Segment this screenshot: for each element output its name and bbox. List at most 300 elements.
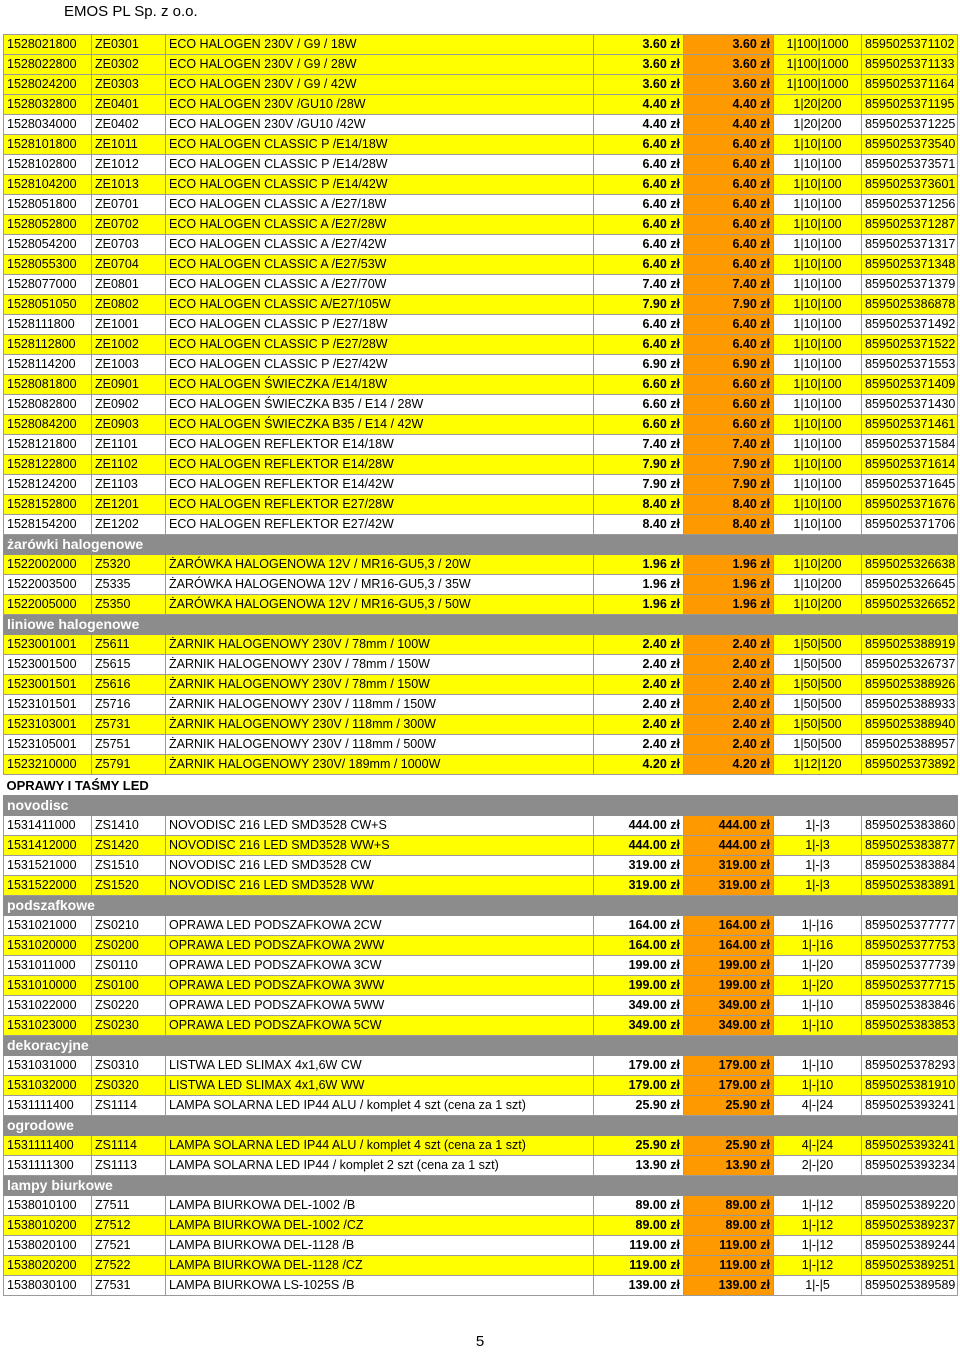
- price-gross: 89.00 zł: [684, 1196, 774, 1216]
- catalog-number: ZE0901: [92, 375, 166, 395]
- packaging-units: 1|-|12: [774, 1236, 862, 1256]
- product-code: 1522002000: [4, 555, 92, 575]
- ean-code: 8595025326652: [862, 595, 958, 615]
- table-row: [4, 235, 958, 255]
- price-gross: 6.40 zł: [684, 155, 774, 175]
- product-code: 1531412000: [4, 836, 92, 856]
- price-gross: 6.40 zł: [684, 255, 774, 275]
- packaging-units: 1|10|100: [774, 295, 862, 315]
- price-net: 6.90 zł: [594, 355, 684, 375]
- product-code: 1538030100: [4, 1276, 92, 1296]
- product-name: ECO HALOGEN 230V / G9 / 42W: [166, 75, 594, 95]
- product-name: LISTWA LED SLIMAX 4x1,6W CW: [166, 1056, 594, 1076]
- table-row: [4, 575, 958, 595]
- price-gross: 1.96 zł: [684, 575, 774, 595]
- price-net: 3.60 zł: [594, 75, 684, 95]
- price-net: 2.40 zł: [594, 635, 684, 655]
- price-net: 199.00 zł: [594, 976, 684, 996]
- product-code: 1523105001: [4, 735, 92, 755]
- price-net: 6.60 zł: [594, 415, 684, 435]
- ean-code: 8595025371102: [862, 35, 958, 55]
- packaging-units: 1|10|200: [774, 595, 862, 615]
- catalog-number: ZE0302: [92, 55, 166, 75]
- ean-code: 8595025388926: [862, 675, 958, 695]
- packaging-units: 1|10|100: [774, 335, 862, 355]
- ean-code: 8595025393241: [862, 1096, 958, 1116]
- table-row: [4, 75, 958, 95]
- product-code: 1528021800: [4, 35, 92, 55]
- table-row: [4, 55, 958, 75]
- ean-code: 8595025389244: [862, 1236, 958, 1256]
- packaging-units: 1|10|100: [774, 215, 862, 235]
- section-header: [4, 1116, 958, 1136]
- price-gross: 7.40 zł: [684, 275, 774, 295]
- packaging-units: 1|100|1000: [774, 75, 862, 95]
- product-code: 1523001501: [4, 675, 92, 695]
- price-net: 8.40 zł: [594, 515, 684, 535]
- product-name: ECO HALOGEN REFLEKTOR E27/42W: [166, 515, 594, 535]
- product-code: 1528034000: [4, 115, 92, 135]
- product-code: 1523210000: [4, 755, 92, 775]
- price-net: 444.00 zł: [594, 836, 684, 856]
- product-code: 1528032800: [4, 95, 92, 115]
- table-row: [4, 635, 958, 655]
- price-net: 4.20 zł: [594, 755, 684, 775]
- product-code: 1528121800: [4, 435, 92, 455]
- catalog-number: ZE1102: [92, 455, 166, 475]
- product-name: ECO HALOGEN REFLEKTOR E14/18W: [166, 435, 594, 455]
- product-code: 1528152800: [4, 495, 92, 515]
- product-code: 1528101800: [4, 135, 92, 155]
- packaging-units: 1|-|10: [774, 1016, 862, 1036]
- product-name: ECO HALOGEN CLASSIC A/E27/105W: [166, 295, 594, 315]
- table-row: [4, 135, 958, 155]
- price-net: 3.60 zł: [594, 55, 684, 75]
- ean-code: 8595025373601: [862, 175, 958, 195]
- ean-code: 8595025378293: [862, 1056, 958, 1076]
- packaging-units: 1|12|120: [774, 755, 862, 775]
- price-gross: 6.40 zł: [684, 335, 774, 355]
- catalog-number: ZE0801: [92, 275, 166, 295]
- price-gross: 179.00 zł: [684, 1056, 774, 1076]
- catalog-number: ZS1114: [92, 1096, 166, 1116]
- packaging-units: 1|-|3: [774, 856, 862, 876]
- price-net: 2.40 zł: [594, 735, 684, 755]
- catalog-number: ZE0701: [92, 195, 166, 215]
- product-code: 1538020200: [4, 1256, 92, 1276]
- price-gross: 6.40 zł: [684, 175, 774, 195]
- packaging-units: 1|-|20: [774, 976, 862, 996]
- table-row: [4, 335, 958, 355]
- table-row: [4, 375, 958, 395]
- price-gross: 444.00 zł: [684, 836, 774, 856]
- packaging-units: 1|10|100: [774, 495, 862, 515]
- price-gross: 3.60 zł: [684, 75, 774, 95]
- ean-code: 8595025373540: [862, 135, 958, 155]
- price-gross: 7.40 zł: [684, 435, 774, 455]
- catalog-number: ZE0402: [92, 115, 166, 135]
- product-name: OPRAWA LED PODSZAFKOWA 5WW: [166, 996, 594, 1016]
- product-code: 1528124200: [4, 475, 92, 495]
- packaging-units: 1|10|100: [774, 395, 862, 415]
- price-net: 119.00 zł: [594, 1236, 684, 1256]
- packaging-units: 1|-|12: [774, 1256, 862, 1276]
- ean-code: 8595025388933: [862, 695, 958, 715]
- price-net: 89.00 zł: [594, 1216, 684, 1236]
- product-name: LAMPA BIURKOWA DEL-1002 /CZ: [166, 1216, 594, 1236]
- table-row: [4, 695, 958, 715]
- catalog-number: ZE1202: [92, 515, 166, 535]
- ean-code: 8595025381910: [862, 1076, 958, 1096]
- ean-code: 8595025393241: [862, 1136, 958, 1156]
- product-code: 1531111400: [4, 1096, 92, 1116]
- ean-code: 8595025371379: [862, 275, 958, 295]
- price-gross: 349.00 zł: [684, 1016, 774, 1036]
- price-gross: 89.00 zł: [684, 1216, 774, 1236]
- packaging-units: 1|50|500: [774, 655, 862, 675]
- section-title: dekoracyjne: [4, 1036, 958, 1056]
- packaging-units: 2|-|20: [774, 1156, 862, 1176]
- catalog-number: ZS1410: [92, 816, 166, 836]
- price-list-table: [3, 34, 958, 1296]
- price-net: 6.40 zł: [594, 195, 684, 215]
- product-code: 1528082800: [4, 395, 92, 415]
- product-name: ECO HALOGEN CLASSIC P /E14/18W: [166, 135, 594, 155]
- product-name: ŻARÓWKA HALOGENOWA 12V / MR16-GU5,3 / 50W: [166, 595, 594, 615]
- section-header: [4, 535, 958, 555]
- table-row: [4, 856, 958, 876]
- product-name: ECO HALOGEN CLASSIC A /E27/53W: [166, 255, 594, 275]
- product-name: ECO HALOGEN 230V / G9 / 18W: [166, 35, 594, 55]
- catalog-number: Z5791: [92, 755, 166, 775]
- product-code: 1528112800: [4, 335, 92, 355]
- product-code: 1522003500: [4, 575, 92, 595]
- product-name: ŻARÓWKA HALOGENOWA 12V / MR16-GU5,3 / 35W: [166, 575, 594, 595]
- product-code: 1528111800: [4, 315, 92, 335]
- price-net: 8.40 zł: [594, 495, 684, 515]
- ean-code: 8595025371584: [862, 435, 958, 455]
- table-row: [4, 735, 958, 755]
- packaging-units: 1|-|12: [774, 1216, 862, 1236]
- page-number: 5: [475, 1333, 485, 1350]
- price-net: 2.40 zł: [594, 655, 684, 675]
- table-row: [4, 1096, 958, 1116]
- ean-code: 8595025388957: [862, 735, 958, 755]
- price-net: 25.90 zł: [594, 1096, 684, 1116]
- table-row: [4, 956, 958, 976]
- product-code: 1523101501: [4, 695, 92, 715]
- ean-code: 8595025373571: [862, 155, 958, 175]
- price-gross: 6.40 zł: [684, 195, 774, 215]
- catalog-number: ZE1011: [92, 135, 166, 155]
- ean-code: 8595025383884: [862, 856, 958, 876]
- catalog-number: ZS1114: [92, 1136, 166, 1156]
- section-title: liniowe halogenowe: [4, 615, 958, 635]
- table-row: [4, 715, 958, 735]
- product-name: LAMPA BIURKOWA DEL-1128 /B: [166, 1236, 594, 1256]
- price-net: 6.40 zł: [594, 235, 684, 255]
- product-name: LAMPA BIURKOWA LS-1025S /B: [166, 1276, 594, 1296]
- price-net: 319.00 zł: [594, 876, 684, 896]
- price-gross: 179.00 zł: [684, 1076, 774, 1096]
- product-name: ECO HALOGEN CLASSIC A /E27/28W: [166, 215, 594, 235]
- product-name: ŻARNIK HALOGENOWY 230V / 118mm / 300W: [166, 715, 594, 735]
- packaging-units: 1|10|100: [774, 235, 862, 255]
- ean-code: 8595025371645: [862, 475, 958, 495]
- product-code: 1523001001: [4, 635, 92, 655]
- group-title: OPRAWY I TAŚMY LED: [4, 775, 958, 796]
- section-header: [4, 1176, 958, 1196]
- price-net: 6.60 zł: [594, 375, 684, 395]
- packaging-units: 1|10|200: [774, 555, 862, 575]
- price-gross: 25.90 zł: [684, 1136, 774, 1156]
- catalog-number: ZE0902: [92, 395, 166, 415]
- ean-code: 8595025371461: [862, 415, 958, 435]
- product-name: LAMPA SOLARNA LED IP44 ALU / komplet 4 szt (cena za 1 szt): [166, 1136, 594, 1156]
- packaging-units: 1|-|16: [774, 936, 862, 956]
- price-gross: 164.00 zł: [684, 936, 774, 956]
- product-code: 1531022000: [4, 996, 92, 1016]
- price-net: 6.40 zł: [594, 135, 684, 155]
- price-gross: 319.00 zł: [684, 876, 774, 896]
- price-net: 349.00 zł: [594, 996, 684, 1016]
- price-net: 139.00 zł: [594, 1276, 684, 1296]
- ean-code: 8595025371287: [862, 215, 958, 235]
- product-name: ECO HALOGEN 230V /GU10 /42W: [166, 115, 594, 135]
- price-net: 444.00 zł: [594, 816, 684, 836]
- table-row: [4, 455, 958, 475]
- table-row: [4, 976, 958, 996]
- packaging-units: 1|-|12: [774, 1196, 862, 1216]
- price-gross: 199.00 zł: [684, 976, 774, 996]
- catalog-number: ZE1001: [92, 315, 166, 335]
- catalog-number: ZE1201: [92, 495, 166, 515]
- table-row: [4, 475, 958, 495]
- product-name: ECO HALOGEN CLASSIC P /E14/28W: [166, 155, 594, 175]
- ean-code: 8595025383860: [862, 816, 958, 836]
- ean-code: 8595025383846: [862, 996, 958, 1016]
- table-row: [4, 1276, 958, 1296]
- table-row: [4, 515, 958, 535]
- packaging-units: 1|10|100: [774, 135, 862, 155]
- packaging-units: 1|10|200: [774, 575, 862, 595]
- price-gross: 4.40 zł: [684, 95, 774, 115]
- product-name: LAMPA BIURKOWA DEL-1002 /B: [166, 1196, 594, 1216]
- table-row: [4, 1156, 958, 1176]
- catalog-number: Z7521: [92, 1236, 166, 1256]
- product-name: LAMPA BIURKOWA DEL-1128 /CZ: [166, 1256, 594, 1276]
- price-net: 1.96 zł: [594, 595, 684, 615]
- ean-code: 8595025371195: [862, 95, 958, 115]
- price-gross: 4.20 zł: [684, 755, 774, 775]
- table-row: [4, 1196, 958, 1216]
- product-code: 1531521000: [4, 856, 92, 876]
- product-code: 1531522000: [4, 876, 92, 896]
- packaging-units: 1|100|1000: [774, 55, 862, 75]
- section-title: żarówki halogenowe: [4, 535, 958, 555]
- catalog-number: ZE0702: [92, 215, 166, 235]
- catalog-number: ZE0301: [92, 35, 166, 55]
- catalog-number: Z5751: [92, 735, 166, 755]
- product-name: NOVODISC 216 LED SMD3528 CW: [166, 856, 594, 876]
- catalog-number: Z5320: [92, 555, 166, 575]
- table-row: [4, 495, 958, 515]
- catalog-number: Z5350: [92, 595, 166, 615]
- catalog-number: ZE0303: [92, 75, 166, 95]
- price-gross: 25.90 zł: [684, 1096, 774, 1116]
- product-name: OPRAWA LED PODSZAFKOWA 3WW: [166, 976, 594, 996]
- table-row: [4, 755, 958, 775]
- ean-code: 8595025383877: [862, 836, 958, 856]
- catalog-number: ZE1101: [92, 435, 166, 455]
- packaging-units: 1|-|5: [774, 1276, 862, 1296]
- catalog-number: Z7511: [92, 1196, 166, 1216]
- catalog-number: ZS0100: [92, 976, 166, 996]
- packaging-units: 1|-|3: [774, 816, 862, 836]
- table-row: [4, 916, 958, 936]
- section-header: [4, 1036, 958, 1056]
- price-net: 7.40 zł: [594, 435, 684, 455]
- packaging-units: 1|50|500: [774, 695, 862, 715]
- price-gross: 8.40 zł: [684, 515, 774, 535]
- price-gross: 2.40 zł: [684, 715, 774, 735]
- table-row: [4, 275, 958, 295]
- price-net: 2.40 zł: [594, 715, 684, 735]
- price-net: 179.00 zł: [594, 1056, 684, 1076]
- product-name: ŻARNIK HALOGENOWY 230V / 78mm / 150W: [166, 675, 594, 695]
- catalog-number: Z5731: [92, 715, 166, 735]
- packaging-units: 1|20|200: [774, 95, 862, 115]
- table-row: [4, 355, 958, 375]
- product-code: 1531011000: [4, 956, 92, 976]
- table-row: [4, 155, 958, 175]
- price-gross: 444.00 zł: [684, 816, 774, 836]
- table-row: [4, 435, 958, 455]
- product-code: 1538010100: [4, 1196, 92, 1216]
- ean-code: 8595025371225: [862, 115, 958, 135]
- price-gross: 319.00 zł: [684, 856, 774, 876]
- price-gross: 8.40 zł: [684, 495, 774, 515]
- price-net: 6.60 zł: [594, 395, 684, 415]
- product-code: 1528122800: [4, 455, 92, 475]
- price-net: 199.00 zł: [594, 956, 684, 976]
- price-net: 6.40 zł: [594, 335, 684, 355]
- price-gross: 3.60 zł: [684, 55, 774, 75]
- ean-code: 8595025377777: [862, 916, 958, 936]
- packaging-units: 1|-|10: [774, 996, 862, 1016]
- price-net: 119.00 zł: [594, 1256, 684, 1276]
- ean-code: 8595025371553: [862, 355, 958, 375]
- packaging-units: 1|-|10: [774, 1076, 862, 1096]
- product-code: 1531031000: [4, 1056, 92, 1076]
- price-gross: 7.90 zł: [684, 475, 774, 495]
- table-row: [4, 1216, 958, 1236]
- ean-code: 8595025383891: [862, 876, 958, 896]
- table-row: [4, 35, 958, 55]
- product-name: ECO HALOGEN REFLEKTOR E27/28W: [166, 495, 594, 515]
- product-name: ECO HALOGEN ŚWIECZKA /E14/18W: [166, 375, 594, 395]
- ean-code: 8595025326737: [862, 655, 958, 675]
- product-name: ŻARNIK HALOGENOWY 230V / 78mm / 150W: [166, 655, 594, 675]
- product-name: ŻARNIK HALOGENOWY 230V / 78mm / 100W: [166, 635, 594, 655]
- table-row: [4, 195, 958, 215]
- packaging-units: 1|50|500: [774, 675, 862, 695]
- price-net: 164.00 zł: [594, 916, 684, 936]
- price-gross: 6.40 zł: [684, 215, 774, 235]
- section-header: [4, 896, 958, 916]
- product-code: 1528052800: [4, 215, 92, 235]
- group-header: [4, 775, 958, 796]
- product-name: OPRAWA LED PODSZAFKOWA 3CW: [166, 956, 594, 976]
- packaging-units: 1|-|3: [774, 836, 862, 856]
- table-row: [4, 655, 958, 675]
- product-name: LISTWA LED SLIMAX 4x1,6W WW: [166, 1076, 594, 1096]
- catalog-number: ZS1510: [92, 856, 166, 876]
- price-net: 2.40 zł: [594, 675, 684, 695]
- packaging-units: 1|10|100: [774, 475, 862, 495]
- catalog-number: Z5716: [92, 695, 166, 715]
- catalog-number: ZS1520: [92, 876, 166, 896]
- packaging-units: 1|100|1000: [774, 35, 862, 55]
- product-name: ŻARÓWKA HALOGENOWA 12V / MR16-GU5,3 / 20W: [166, 555, 594, 575]
- catalog-number: ZE0802: [92, 295, 166, 315]
- price-net: 319.00 zł: [594, 856, 684, 876]
- table-row: [4, 175, 958, 195]
- price-gross: 119.00 zł: [684, 1236, 774, 1256]
- ean-code: 8595025326638: [862, 555, 958, 575]
- packaging-units: 1|10|100: [774, 315, 862, 335]
- product-code: 1528104200: [4, 175, 92, 195]
- catalog-number: ZS0320: [92, 1076, 166, 1096]
- product-name: NOVODISC 216 LED SMD3528 WW: [166, 876, 594, 896]
- product-name: ECO HALOGEN CLASSIC P /E27/18W: [166, 315, 594, 335]
- price-net: 7.40 zł: [594, 275, 684, 295]
- product-code: 1531021000: [4, 916, 92, 936]
- product-code: 1522005000: [4, 595, 92, 615]
- product-name: OPRAWA LED PODSZAFKOWA 2CW: [166, 916, 594, 936]
- product-code: 1528084200: [4, 415, 92, 435]
- product-code: 1531111300: [4, 1156, 92, 1176]
- table-row: [4, 836, 958, 856]
- catalog-number: ZS1113: [92, 1156, 166, 1176]
- ean-code: 8595025393234: [862, 1156, 958, 1176]
- ean-code: 8595025371522: [862, 335, 958, 355]
- price-net: 6.40 zł: [594, 315, 684, 335]
- price-gross: 13.90 zł: [684, 1156, 774, 1176]
- product-code: 1528054200: [4, 235, 92, 255]
- catalog-number: ZE0903: [92, 415, 166, 435]
- price-gross: 2.40 zł: [684, 635, 774, 655]
- price-net: 13.90 zł: [594, 1156, 684, 1176]
- price-gross: 2.40 zł: [684, 735, 774, 755]
- packaging-units: 1|10|100: [774, 155, 862, 175]
- packaging-units: 1|50|500: [774, 635, 862, 655]
- table-row: [4, 876, 958, 896]
- product-code: 1528102800: [4, 155, 92, 175]
- packaging-units: 4|-|24: [774, 1136, 862, 1156]
- product-code: 1528051800: [4, 195, 92, 215]
- product-name: ECO HALOGEN CLASSIC P /E27/28W: [166, 335, 594, 355]
- ean-code: 8595025383853: [862, 1016, 958, 1036]
- product-code: 1528022800: [4, 55, 92, 75]
- price-net: 25.90 zł: [594, 1136, 684, 1156]
- ean-code: 8595025371317: [862, 235, 958, 255]
- ean-code: 8595025373892: [862, 755, 958, 775]
- price-gross: 6.60 zł: [684, 375, 774, 395]
- product-code: 1528077000: [4, 275, 92, 295]
- product-code: 1528114200: [4, 355, 92, 375]
- product-name: LAMPA SOLARNA LED IP44 / komplet 2 szt (cena za 1 szt): [166, 1156, 594, 1176]
